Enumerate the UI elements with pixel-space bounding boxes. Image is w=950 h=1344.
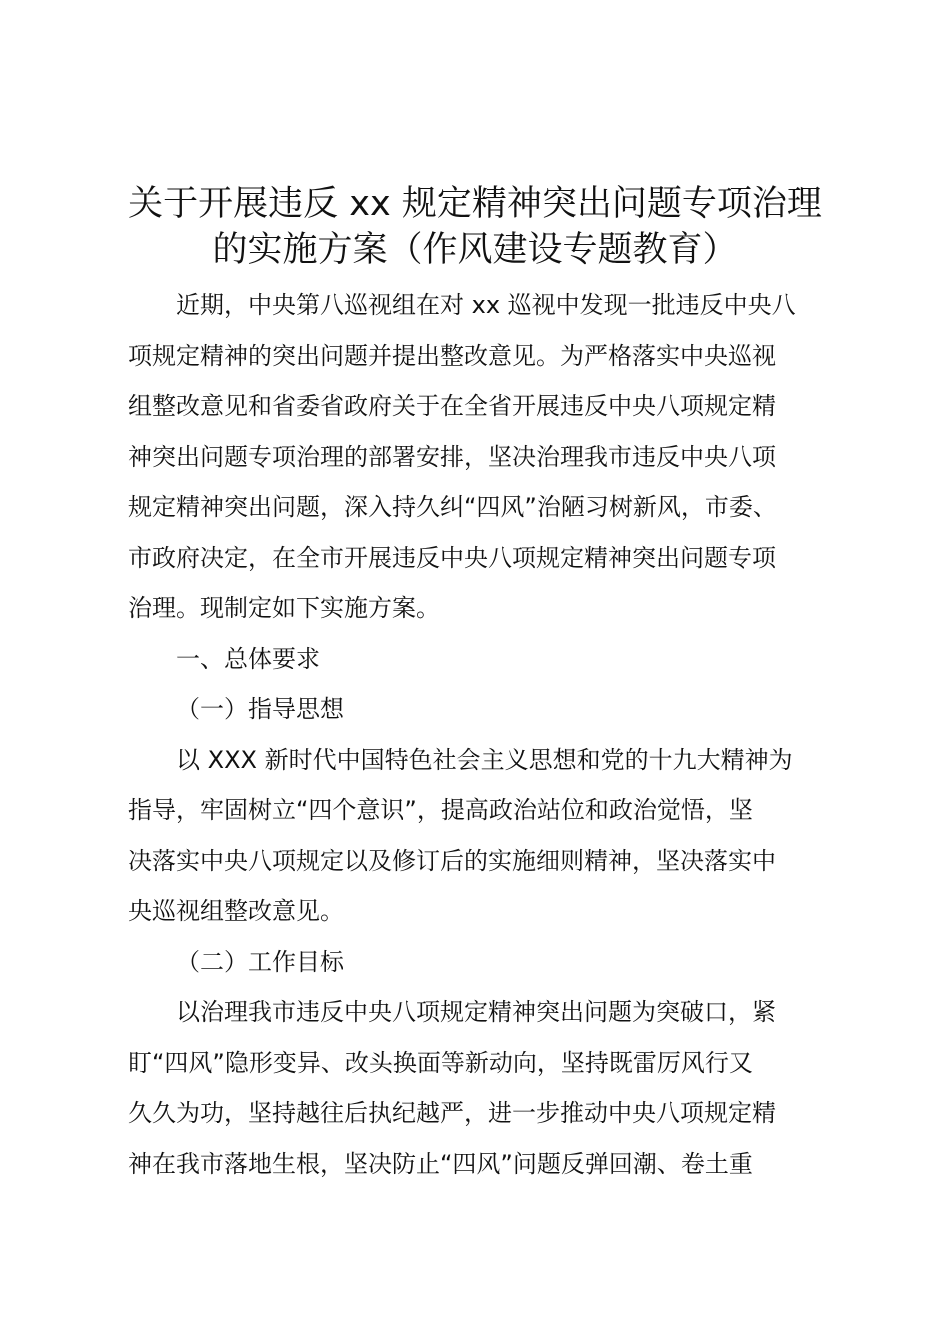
paragraph-line: 项规定精神的突出问题并提出整改意见。为严格落实中央巡视 — [128, 341, 776, 370]
paragraph-line: 组整改意见和省委省政府关于在全省开展违反中央八项规定精 — [128, 392, 776, 420]
title-line-1: 关于开展违反 xx 规定精神突出问题专项治理 — [128, 184, 822, 224]
paragraph-line: 指导，牢固树立“四个意识”，提高政治站位和政治觉悟，坚 — [128, 796, 753, 824]
paragraph-line: 市政府决定，在全市开展违反中央八项规定精神突出问题专项 — [128, 543, 776, 572]
document-title — [0, 181, 950, 273]
paragraph-line: 近期，中央第八巡视组在对 xx 巡视中发现一批违反中央八 — [176, 291, 796, 319]
paragraph-line: 盯“四风”隐形变异、改头换面等新动向，坚持既雷厉风行又 — [128, 1048, 753, 1077]
document-body — [128, 280, 828, 1189]
paragraph-line: 以 XXX 新时代中国特色社会主义思想和党的十九大精神为 — [176, 745, 793, 774]
paragraph-line: 久久为功，坚持越往后执纪越严，进一步推动中央八项规定精 — [128, 1099, 776, 1127]
paragraph-line: 央巡视组整改意见。 — [128, 897, 344, 925]
subsection-heading: （二）工作目标 — [176, 947, 344, 976]
paragraph-line: 治理。现制定如下实施方案。 — [128, 594, 440, 622]
section-heading: 一、总体要求 — [176, 644, 320, 673]
title-line-2: 的实施方案（作风建设专题教育） — [212, 230, 738, 270]
paragraph-line: 神在我市落地生根，坚决防止“四风”问题反弹回潮、卷土重 — [128, 1149, 753, 1178]
paragraph-line: 以治理我市违反中央八项规定精神突出问题为突破口，紧 — [176, 998, 776, 1026]
subsection-heading: （一）指导思想 — [176, 695, 344, 723]
paragraph-line: 决落实中央八项规定以及修订后的实施细则精神，坚决落实中 — [128, 846, 776, 875]
paragraph-line: 神突出问题专项治理的部署安排，坚决治理我市违反中央八项 — [128, 442, 776, 471]
paragraph-line: 规定精神突出问题，深入持久纠“四风”治陋习树新风，市委、 — [128, 493, 777, 521]
